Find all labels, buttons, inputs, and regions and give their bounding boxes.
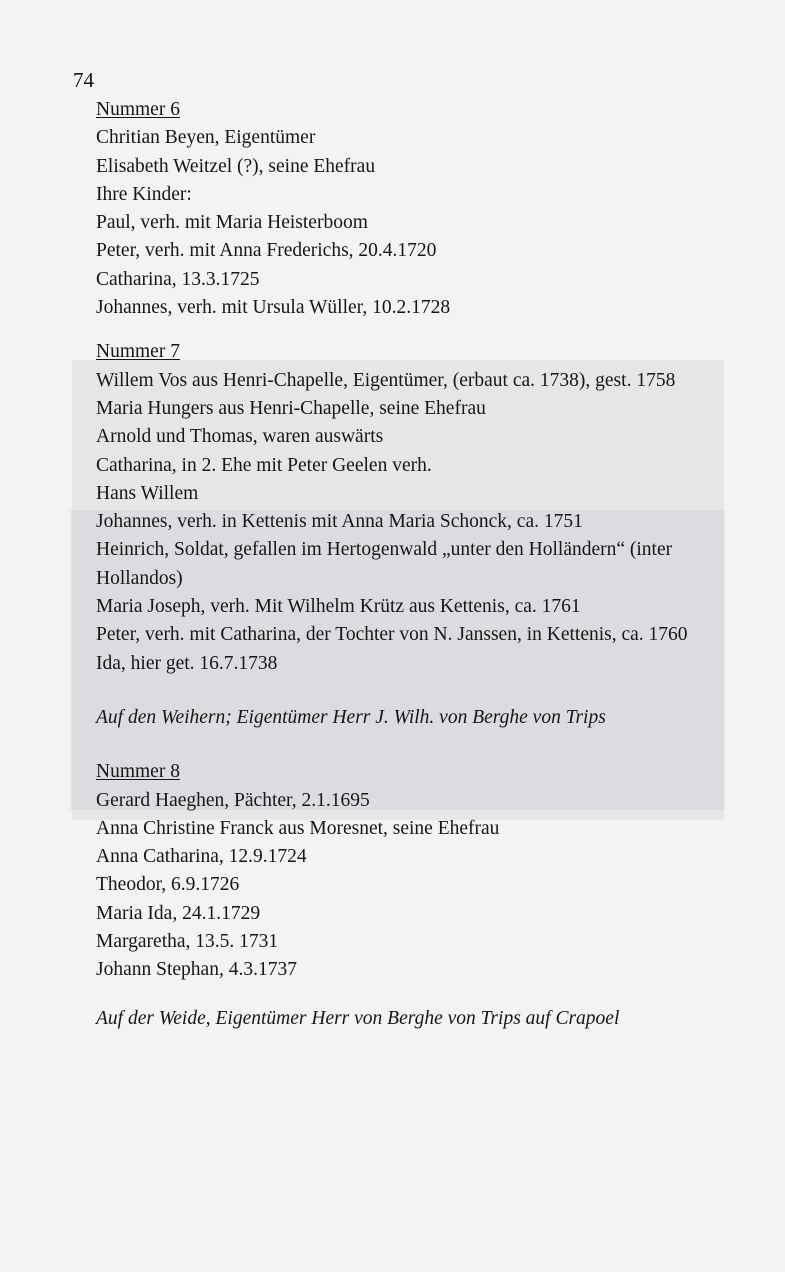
entry-line: Theodor, 6.9.1726 (96, 874, 240, 896)
entry-line: Elisabeth Weitzel (?), seine Ehefrau (96, 155, 376, 177)
entry-line: Paul, verh. mit Maria Heisterboom (96, 212, 368, 234)
entry-line: Peter, verh. mit Anna Frederichs, 20.4.1720 (96, 240, 437, 262)
entry-line: Maria Hungers aus Henri-Chapelle, seine Ehefrau (96, 397, 486, 419)
page-number: 74 (73, 68, 94, 92)
section-heading: Nummer 6 (96, 99, 180, 120)
entry-line: Ihre Kinder: (96, 183, 192, 205)
entry-line: Anna Christine Franck aus Moresnet, seine Ehefrau (96, 817, 500, 839)
section-heading: Nummer 7 (96, 341, 180, 363)
entry-line: Ida, hier get. 16.7.1738 (96, 652, 278, 674)
household-section (96, 758, 736, 984)
entry-line: Johannes, verh. in Kettenis mit Anna Maria Schonck, ca. 1751 (96, 511, 583, 533)
entry-line: Arnold und Thomas, waren auswärts (96, 426, 384, 448)
section-heading: Nummer 8 (96, 761, 180, 783)
estate-note: Auf der Weide, Eigentümer Herr von Berghe von Trips auf Crapoel (96, 1007, 620, 1029)
entry-line: Chritian Beyen, Eigentümer (96, 127, 316, 149)
entry-line: Johann Stephan, 4.3.1737 (96, 959, 297, 981)
entry-line: Hans Willem (96, 482, 199, 504)
entry-line: Margaretha, 13.5. 1731 (96, 931, 279, 953)
estate-note: Auf den Weihern; Eigentümer Herr J. Wilh. von Berghe von Trips (96, 706, 606, 728)
entry-line: Heinrich, Soldat, gefallen im Hertogenwald „unter den Holländern“ (inter Hollandos) (96, 539, 673, 589)
household-section (96, 96, 736, 322)
entry-line: Johannes, verh. mit Ursula Wüller, 10.2.1728 (96, 297, 451, 319)
entry-line: Peter, verh. mit Catharina, der Tochter von N. Janssen, in Kettenis, ca. 1760 (96, 624, 688, 646)
entry-line: Gerard Haeghen, Pächter, 2.1.1695 (96, 789, 370, 811)
entry-line: Maria Joseph, verh. Mit Wilhelm Krütz aus Kettenis, ca. 1761 (96, 596, 581, 618)
entry-line: Catharina, in 2. Ehe mit Peter Geelen verh. (96, 454, 432, 476)
entry-line: Willem Vos aus Henri-Chapelle, Eigentümer, (erbaut ca. 1738), gest. 1758 (96, 369, 676, 391)
main-text (96, 96, 736, 1059)
household-section (96, 338, 736, 678)
entry-line: Maria Ida, 24.1.1729 (96, 902, 261, 924)
entry-line: Catharina, 13.3.1725 (96, 268, 260, 290)
entry-line: Anna Catharina, 12.9.1724 (96, 846, 307, 868)
